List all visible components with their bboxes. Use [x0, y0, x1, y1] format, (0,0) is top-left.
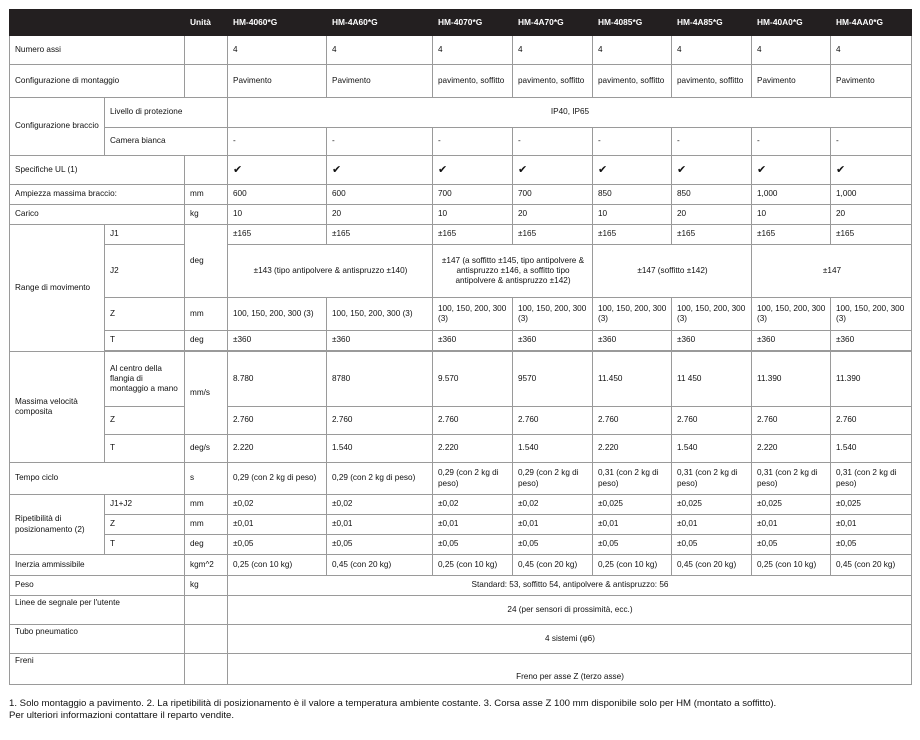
value-cell: ±165	[752, 225, 831, 245]
span-value: ±147 (soffitto ±142)	[593, 245, 752, 298]
value-cell: ±0,05	[831, 535, 912, 555]
value-cell: 100, 150, 200, 300 (3)	[672, 298, 752, 331]
sub-label: Z	[105, 515, 185, 535]
value-cell: 4	[327, 36, 433, 65]
value-cell: ±360	[433, 331, 513, 351]
value-cell: 4	[831, 36, 912, 65]
row-tubo	[10, 625, 912, 654]
sub-label: J2	[105, 245, 185, 298]
group-label: Range di movimento	[10, 225, 105, 352]
sub-label: Z	[105, 298, 185, 331]
sub-label: J1+J2	[105, 495, 185, 515]
header-model: HM-4A60*G	[327, 10, 433, 36]
unit-cell: kg	[185, 576, 228, 596]
row-numero-assi	[10, 36, 912, 65]
value-cell: 4	[228, 36, 327, 65]
row-velocita-z	[10, 407, 912, 435]
value-cell: 20	[672, 205, 752, 225]
header-model: HM-4060*G	[228, 10, 327, 36]
value-cell: 2.220	[593, 435, 672, 463]
value-cell: ±0,02	[513, 495, 593, 515]
span-value: 4 sistemi (φ6)	[228, 625, 912, 654]
value-cell: ±0,05	[513, 535, 593, 555]
value-cell: 850	[672, 185, 752, 205]
check-icon: ✔	[672, 156, 752, 185]
value-cell: 4	[513, 36, 593, 65]
footnote-line: Per ulteriori informazioni contattare il reparto vendite.	[9, 710, 235, 721]
value-cell: Pavimento	[831, 65, 912, 98]
value-cell: 100, 150, 200, 300 (3)	[593, 298, 672, 331]
value-cell: 11.390	[831, 352, 912, 407]
value-cell: 20	[513, 205, 593, 225]
value-cell: pavimento, soffitto	[513, 65, 593, 98]
value-cell: ±0,02	[327, 495, 433, 515]
value-cell: 4	[672, 36, 752, 65]
row-range-j2	[10, 245, 912, 298]
value-cell: 11.450	[593, 352, 672, 407]
value-cell: 11.390	[752, 352, 831, 407]
row-linee	[10, 596, 912, 625]
value-cell: 4	[433, 36, 513, 65]
value-cell: Pavimento	[228, 65, 327, 98]
check-icon: ✔	[513, 156, 593, 185]
header-model: HM-4070*G	[433, 10, 513, 36]
value-cell: ±0,01	[513, 515, 593, 535]
value-cell: ±0,025	[672, 495, 752, 515]
value-cell: 850	[593, 185, 672, 205]
unit-cell	[185, 65, 228, 98]
sub-label: Z	[105, 407, 185, 435]
value-cell: 2.760	[593, 407, 672, 435]
span-value: IP40, IP65	[228, 98, 912, 128]
group-label: Ripetibilità di posizionamento (2)	[10, 495, 105, 555]
row-tempo-ciclo	[10, 463, 912, 495]
value-cell: 20	[831, 205, 912, 225]
value-cell: ±165	[672, 225, 752, 245]
header-model: HM-40A0*G	[752, 10, 831, 36]
value-cell: 2.220	[752, 435, 831, 463]
unit-cell	[185, 156, 228, 185]
unit-cell: mm	[185, 495, 228, 515]
value-cell: 700	[433, 185, 513, 205]
row-label: Specifiche UL (1)	[10, 156, 185, 185]
value-cell: 0,25 (con 10 kg)	[593, 555, 672, 576]
row-label: Freni	[10, 654, 185, 685]
row-ampiezza	[10, 185, 912, 205]
value-cell: 9570	[513, 352, 593, 407]
value-cell: 0,29 (con 2 kg di peso)	[513, 463, 593, 495]
row-range-j1	[10, 225, 912, 245]
value-cell: ±360	[831, 331, 912, 351]
row-ripetibilita-z	[10, 515, 912, 535]
unit-cell: deg	[185, 331, 228, 351]
row-specifiche-ul	[10, 156, 912, 185]
value-cell: 0,25 (con 10 kg)	[228, 555, 327, 576]
row-livello-protezione	[10, 98, 912, 128]
row-label: Configurazione di montaggio	[10, 65, 185, 98]
value-cell: 0,31 (con 2 kg di peso)	[752, 463, 831, 495]
check-icon: ✔	[327, 156, 433, 185]
row-label: Tempo ciclo	[10, 463, 185, 495]
value-cell: 10	[228, 205, 327, 225]
row-label: Peso	[10, 576, 185, 596]
unit-cell: mm	[185, 185, 228, 205]
value-cell: ±0,05	[752, 535, 831, 555]
row-velocita-t	[10, 435, 912, 463]
row-camera-bianca	[10, 128, 912, 156]
value-cell: -	[752, 128, 831, 156]
row-velocita-centro	[10, 352, 912, 407]
value-cell: 8.780	[228, 352, 327, 407]
value-cell: ±0,025	[831, 495, 912, 515]
value-cell: 0,31 (con 2 kg di peso)	[672, 463, 752, 495]
value-cell: -	[327, 128, 433, 156]
row-inerzia	[10, 555, 912, 576]
value-cell: 2.220	[228, 435, 327, 463]
row-config-montaggio	[10, 65, 912, 98]
value-cell: 1.540	[672, 435, 752, 463]
value-cell: 700	[513, 185, 593, 205]
value-cell: 600	[327, 185, 433, 205]
value-cell: -	[513, 128, 593, 156]
group-label: Configurazione braccio	[10, 98, 105, 156]
row-label: Numero assi	[10, 36, 185, 65]
unit-cell: deg	[185, 535, 228, 555]
value-cell: 100, 150, 200, 300 (3)	[831, 298, 912, 331]
row-label: Ampiezza massima braccio:	[10, 185, 185, 205]
row-label: Linee de segnale per l'utente	[10, 596, 185, 625]
value-cell: 2.760	[752, 407, 831, 435]
unit-cell: deg/s	[185, 435, 228, 463]
value-cell: 1,000	[752, 185, 831, 205]
header-empty	[10, 10, 185, 36]
value-cell: -	[593, 128, 672, 156]
value-cell: -	[831, 128, 912, 156]
spec-table	[9, 9, 912, 685]
value-cell: ±165	[513, 225, 593, 245]
value-cell: 0,25 (con 10 kg)	[433, 555, 513, 576]
value-cell: 600	[228, 185, 327, 205]
value-cell: 100, 150, 200, 300 (3)	[433, 298, 513, 331]
span-value: ±147 (a soffitto ±145, tipo antipolvere & antispruzzo ±146, a soffitto tipo antipolvere & antispruzzo ±142)	[433, 245, 593, 298]
value-cell: 0,31 (con 2 kg di peso)	[831, 463, 912, 495]
row-ripetibilita-t	[10, 535, 912, 555]
row-ripetibilita-j1j2	[10, 495, 912, 515]
value-cell: 1.540	[327, 435, 433, 463]
value-cell: ±0,01	[831, 515, 912, 535]
value-cell: -	[228, 128, 327, 156]
value-cell: ±0,01	[433, 515, 513, 535]
sub-label: J1	[105, 225, 185, 245]
unit-cell	[185, 36, 228, 65]
value-cell: ±0,05	[433, 535, 513, 555]
value-cell: ±0,025	[593, 495, 672, 515]
check-icon: ✔	[433, 156, 513, 185]
value-cell: ±0,02	[433, 495, 513, 515]
unit-cell	[185, 596, 228, 625]
value-cell: 0,45 (con 20 kg)	[327, 555, 433, 576]
value-cell: ±165	[433, 225, 513, 245]
unit-cell	[185, 625, 228, 654]
value-cell: 0,29 (con 2 kg di peso)	[228, 463, 327, 495]
check-icon: ✔	[593, 156, 672, 185]
footnotes	[9, 698, 914, 722]
header-row	[10, 10, 912, 36]
value-cell: ±0,01	[228, 515, 327, 535]
value-cell: 0,29 (con 2 kg di peso)	[327, 463, 433, 495]
check-icon: ✔	[752, 156, 831, 185]
row-label: Inerzia ammissibile	[10, 555, 185, 576]
value-cell: ±0,05	[327, 535, 433, 555]
value-cell: ±0,01	[752, 515, 831, 535]
value-cell: 2.760	[513, 407, 593, 435]
row-label: Tubo pneumatico	[10, 625, 185, 654]
value-cell: 100, 150, 200, 300 (3)	[228, 298, 327, 331]
value-cell: ±165	[831, 225, 912, 245]
span-value: ±143 (tipo antipolvere & antispruzzo ±140)	[228, 245, 433, 298]
value-cell: ±360	[593, 331, 672, 351]
value-cell: 2.760	[228, 407, 327, 435]
value-cell: 1.540	[513, 435, 593, 463]
value-cell: ±360	[672, 331, 752, 351]
header-model: HM-4A85*G	[672, 10, 752, 36]
value-cell: ±360	[228, 331, 327, 351]
group-label: Massima velocità composita	[10, 352, 105, 463]
value-cell: ±165	[593, 225, 672, 245]
span-value: Freno per asse Z (terzo asse)	[228, 654, 912, 685]
value-cell: ±360	[752, 331, 831, 351]
value-cell: 4	[593, 36, 672, 65]
value-cell: ±360	[513, 331, 593, 351]
sub-label: T	[105, 535, 185, 555]
span-value: 24 (per sensori di prossimità, ecc.)	[228, 596, 912, 625]
value-cell: 0,25 (con 10 kg)	[752, 555, 831, 576]
value-cell: 1.540	[831, 435, 912, 463]
unit-cell: mm	[185, 298, 228, 331]
value-cell: 0,29 (con 2 kg di peso)	[433, 463, 513, 495]
value-cell: 0,45 (con 20 kg)	[831, 555, 912, 576]
span-value: Standard: 53, soffitto 54, antipolvere & antispruzzo: 56	[228, 576, 912, 596]
value-cell: 1,000	[831, 185, 912, 205]
check-icon: ✔	[228, 156, 327, 185]
value-cell: 2.760	[327, 407, 433, 435]
value-cell: -	[433, 128, 513, 156]
value-cell: 20	[327, 205, 433, 225]
value-cell: ±0,05	[672, 535, 752, 555]
value-cell: ±0,02	[228, 495, 327, 515]
check-icon: ✔	[831, 156, 912, 185]
value-cell: 10	[593, 205, 672, 225]
header-unit: Unità	[185, 10, 228, 36]
sub-label: Al centro della flangia di montaggio a mano	[105, 352, 185, 407]
sub-label: T	[105, 331, 185, 351]
unit-cell: kgm^2	[185, 555, 228, 576]
value-cell: 0,45 (con 20 kg)	[513, 555, 593, 576]
unit-cell: kg	[185, 205, 228, 225]
value-cell: 10	[433, 205, 513, 225]
row-range-t	[10, 331, 912, 351]
sub-label: Livello di protezione	[105, 98, 228, 128]
header-model: HM-4AA0*G	[831, 10, 912, 36]
sub-label: Camera bianca	[105, 128, 228, 156]
sub-label: T	[105, 435, 185, 463]
header-model: HM-4085*G	[593, 10, 672, 36]
value-cell: 11 450	[672, 352, 752, 407]
header-model: HM-4A70*G	[513, 10, 593, 36]
value-cell: 2.760	[672, 407, 752, 435]
unit-cell: mm	[185, 515, 228, 535]
value-cell: 10	[752, 205, 831, 225]
value-cell: 2.220	[433, 435, 513, 463]
value-cell: ±360	[327, 331, 433, 351]
footnote-line: 1. Solo montaggio a pavimento. 2. La ripetibilità di posizionamento è il valore a temperatura ambiente costante. 3. Corsa asse Z 100 mm disponibile solo per HM (montato a soffitto).	[9, 698, 777, 709]
value-cell: ±0,025	[752, 495, 831, 515]
span-value: ±147	[752, 245, 912, 298]
row-freni	[10, 654, 912, 685]
value-cell: 0,45 (con 20 kg)	[672, 555, 752, 576]
value-cell: 0,31 (con 2 kg di peso)	[593, 463, 672, 495]
value-cell: ±165	[327, 225, 433, 245]
row-label: Carico	[10, 205, 185, 225]
row-range-z	[10, 298, 912, 331]
value-cell: ±0,01	[593, 515, 672, 535]
value-cell: pavimento, soffitto	[672, 65, 752, 98]
value-cell: ±165	[228, 225, 327, 245]
value-cell: pavimento, soffitto	[593, 65, 672, 98]
unit-cell	[185, 654, 228, 685]
value-cell: 100, 150, 200, 300 (3)	[752, 298, 831, 331]
unit-cell: s	[185, 463, 228, 495]
value-cell: -	[672, 128, 752, 156]
value-cell: 9.570	[433, 352, 513, 407]
unit-cell: deg	[185, 225, 228, 298]
value-cell: ±0,05	[593, 535, 672, 555]
value-cell: ±0,05	[228, 535, 327, 555]
value-cell: Pavimento	[752, 65, 831, 98]
value-cell: 8780	[327, 352, 433, 407]
unit-cell: mm/s	[185, 352, 228, 435]
value-cell: 100, 150, 200, 300 (3)	[513, 298, 593, 331]
row-peso	[10, 576, 912, 596]
value-cell: 2.760	[433, 407, 513, 435]
value-cell: ±0,01	[672, 515, 752, 535]
value-cell: 2.760	[831, 407, 912, 435]
value-cell: Pavimento	[327, 65, 433, 98]
value-cell: ±0,01	[327, 515, 433, 535]
value-cell: 100, 150, 200, 300 (3)	[327, 298, 433, 331]
value-cell: 4	[752, 36, 831, 65]
row-carico	[10, 205, 912, 225]
value-cell: pavimento, soffitto	[433, 65, 513, 98]
